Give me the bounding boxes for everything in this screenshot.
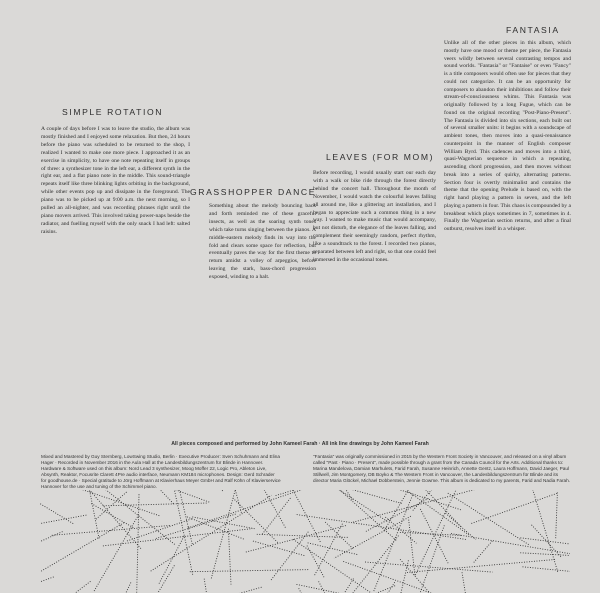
ink-stroke: [188, 490, 345, 528]
ink-stroke: [448, 493, 530, 545]
ink-stroke: [307, 543, 357, 555]
ink-stroke: [334, 516, 411, 558]
ink-stroke: [292, 490, 396, 540]
simple-rotation-paragraph: A couple of days before I was to leave the studio, the album was mostly finished and I enjoyed some relaxation. But then, 24 hours before the piano was scheduled to be returned to the shop, I realized I wanted to make one more piece. I approached it as an exercise in simplicity, to have one note repeating itself in groups of three: a synthesizer tone in the left ear, a different synth in the right ear, and a flat piano note in the middle. This sound-triangle repeats itself like three blinking lights orbiting in the background, while other events pop up and dissipate in the foreground. The piano was to be picked up at 9:00 a.m. the next morning, so I pulled an all-nighter, and was recording phrases right until the piano movers arrived. This involved taking power-naps beside the radiator, and fuelling myself with the only snack I had left: salted raisins.: [41, 126, 190, 235]
ink-stroke: [339, 579, 353, 593]
ink-stroke: [228, 529, 231, 585]
ink-stroke: [40, 515, 86, 544]
ink-stroke: [400, 532, 462, 535]
fantasia-paragraph: Unlike all of the other pieces in this album, which mostly have one mood or theme per piece, the Fantasia veers wildly between several contrasting tempos and sound worlds. "Fantasia" or "Fantaise" or even "Fancy" is a title composers would often use for pieces that they could not categorize. It can be an opportunity for composers to abandon their inhibitions and follow their stream-of-consciousness whims. This Fantasia was originally followed by a long Fugue, which can be found on the original recording "Post-Piano-Present". The Fantasia is divided into six sections, each built out of several smaller units: it begins with a soundscape of ambient tones, then moves into a quasi-renaissance counterpoint in the manner of English composer William Byrd. This cadences and moves into a third, quasi-Wagnerian sequence in which a repeating, ascending chord progression, and then moves without break into a series of quirky, alternating patterns. Section four is overtly minimalist and contains the theme that the opening Prelude is based on, with the right hand playing a pattern in seven, and the left playing a pattern in four. This chaos is compounded by a breakbeat which plays sometimes in 7, sometimes in 4. Finally the Wagnerian section returns, and after a final outburst, resolves itself in a whisper.: [444, 40, 571, 232]
leaves-text: [313, 170, 436, 265]
ink-stroke: [556, 493, 558, 539]
ink-stroke: [116, 565, 174, 593]
credit-line: All pieces composed and performed by John Kameel Farah · All ink line drawings by John Kameel Farah: [171, 441, 429, 447]
ink-stroke: [293, 539, 413, 593]
ink-stroke: [153, 490, 173, 504]
ink-stroke: [523, 567, 571, 581]
ink-stroke: [103, 503, 208, 506]
ink-stroke: [271, 531, 309, 580]
simple-rotation-text: [41, 126, 190, 237]
ink-stroke: [527, 490, 558, 572]
fantasia-heading: FANTASIA: [506, 25, 560, 35]
ink-stroke: [77, 583, 131, 593]
ink-stroke: [420, 525, 444, 592]
leaves-heading: LEAVES (FOR MOM): [326, 152, 435, 162]
ink-stroke: [393, 490, 461, 510]
leaves-paragraph: Before recording, I would usually start our each day with a walk or bike ride through the forest directly behind the concert hall. Throughout the month of November, I would watch the colourful leaves falling all around me, like a glittering art installation, and I began to appreciate such a common thing in a new way. I wanted to make music that would accompany, but not disturb, the elegance of the leaves falling, and complement their seemingly random, perfect rhythm, like a soundtrack to the forest. I recorded two pianos, separated between left and right, so that one could feel immersed in the occasional tones.: [313, 170, 436, 263]
ink-stroke: [380, 490, 469, 535]
ink-stroke: [204, 579, 220, 593]
ink-stroke: [409, 519, 415, 575]
ink-stroke: [175, 490, 193, 544]
ink-stroke: [374, 495, 413, 591]
production-notes: Mixed and Mastered by Guy Sternberg, LowSwing Studio, Berlin · Executive Producer: Sven Schuhmann and Elina Hager · Recorded in November 2016 in the Aula Hall at the Landesbildungszentrum für Blinde in Hannover. Hardware & Software used on this album: Nord Lead 3 synthesizer, Moog Moffer 22, Logic Pro, Ableton Live, Absynth, Reaktor, Focusrite Clarett 4Pre audio interface, Neumann KM184 microphones. Design: Gerd Schrader for goodhouse.de · Special gratitude to Jörg Hoffmann at Klavierhaus Meyer GmbH and Ralf Köhn of Klavierservice Hannover for the use and tuning of the Schimmel piano.: [41, 454, 281, 490]
ink-stroke: [407, 560, 555, 573]
ink-stroke: [40, 490, 159, 516]
ink-stroke: [100, 490, 210, 502]
ink-stroke: [365, 562, 493, 572]
ink-stroke: [156, 514, 236, 539]
ink-stroke: [190, 570, 309, 572]
ink-stroke: [274, 490, 321, 542]
ink-stroke: [151, 495, 272, 571]
ink-stroke: [462, 572, 469, 593]
ink-stroke: [137, 494, 139, 593]
ink-stroke: [91, 504, 134, 529]
grasshopper-dance-paragraph: Something about the melody bouncing back and forth reminded me of these graceful insects, as well as the soaring synth tones which take turns singing between the pianos. A middle-eastern melody finds its way into the fold and clears some space for reflection, but eventually paves the way for the first theme to return amidst a volley of arpeggios, before leaving the stark, bass-chord progression exposed, winding to a halt.: [209, 203, 316, 281]
ink-stroke: [40, 490, 73, 524]
ink-line-drawing: [40, 490, 570, 593]
fantasia-notes: "Fantasia" was originally commissioned in 2015 by the Western Front Society in Vancouver, and released on a vinyl album called "Past · Piano · Present", made possible through a grant from the Canada Council for the Arts. Additional thanks to: Marina Mandelova, Damian Marhulets, Farid Farah, Susanne Heinrich, Annette Gentz, Laura Hoffmann, David Jaeger, Paul Stillwell, Jim Montgomery, DB Boyko & The Western Front in Vancouver, the Landesbildungszentrum für Blinde and its director Maria Glöckel, Michael Dobberstein, Jennie Gowme. This album is dedicated to my parents, Farid and Nadia Farah.: [313, 454, 571, 484]
ink-stroke: [40, 523, 124, 574]
ink-stroke: [299, 588, 336, 593]
simple-rotation-heading: SIMPLE ROTATION: [62, 107, 164, 117]
ink-stroke: [400, 559, 485, 593]
fantasia-text: [444, 40, 571, 234]
ink-stroke: [58, 490, 141, 549]
ink-stroke: [40, 581, 91, 593]
ink-stroke: [325, 522, 353, 549]
ink-stroke: [251, 541, 304, 556]
ink-stroke: [315, 523, 343, 575]
ink-stroke: [334, 536, 398, 593]
ink-stroke: [385, 517, 416, 543]
ink-stroke: [306, 544, 324, 577]
ink-stroke: [143, 490, 223, 491]
ink-stroke: [400, 560, 408, 593]
ink-stroke: [470, 493, 557, 524]
ink-stroke: [353, 490, 525, 522]
ink-stroke: [315, 490, 353, 500]
grasshopper-dance-heading: GRASSHOPPER DANCE: [190, 187, 317, 197]
ink-stroke: [159, 536, 184, 584]
ink-stroke: [40, 577, 54, 593]
ink-stroke: [40, 532, 63, 593]
ink-stroke: [168, 490, 193, 575]
ink-stroke: [222, 587, 262, 593]
ink-stroke: [451, 534, 570, 566]
ink-stroke: [234, 490, 242, 513]
grasshopper-dance-text: [209, 203, 316, 282]
ink-stroke: [520, 553, 570, 561]
ink-stroke: [96, 491, 128, 519]
ink-stroke: [343, 561, 505, 593]
ink-stroke: [335, 490, 402, 503]
ink-stroke: [262, 497, 291, 534]
ink-stroke: [94, 515, 138, 591]
ink-stroke: [319, 581, 337, 593]
ink-stroke: [276, 490, 374, 496]
ink-stroke: [474, 541, 493, 563]
ink-stroke: [241, 490, 286, 528]
